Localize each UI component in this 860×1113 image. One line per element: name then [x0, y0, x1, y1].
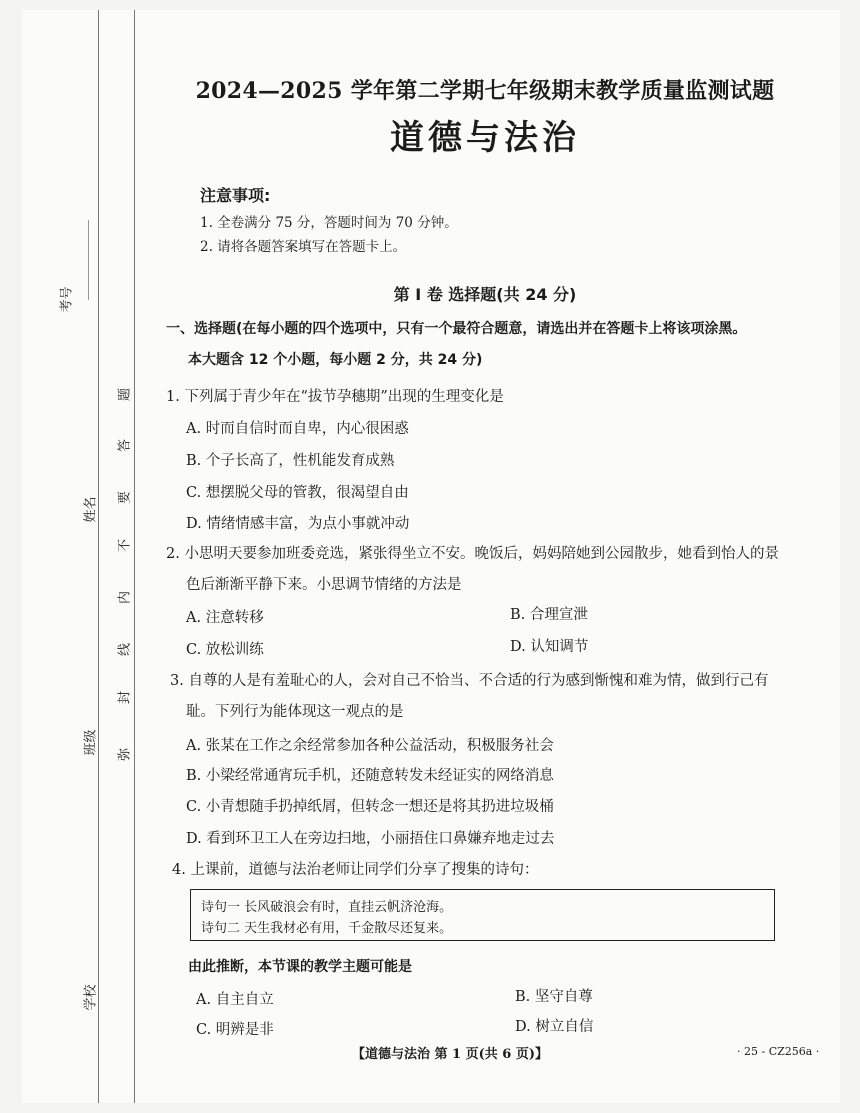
notice-item: 2. 请将各题答案填写在答题卡上。 [200, 239, 407, 255]
poem-line: 诗句一 长风破浪会有时，直挂云帆济沧海。 [201, 900, 453, 915]
field-exam-number-line [88, 220, 90, 300]
question-stem: 2. 小思明天要参加班委竞选，紧张得坐立不安。晚饭后，妈妈陪她到公园散步，她看到怡人的景 [166, 546, 779, 562]
question-follow-up: 由此推断，本节课的教学主题可能是 [188, 959, 412, 975]
seal-char: 封 [117, 691, 133, 705]
question-stem-cont: 耻。下列行为能体现这一观点的是 [186, 704, 404, 720]
question-option: C. 想摆脱父母的管教，很渴望自由 [186, 485, 409, 501]
question-option: C. 小青想随手扔掉纸屑，但转念一想还是将其扔进垃圾桶 [186, 799, 554, 815]
poem-box [190, 889, 775, 941]
question-option: D. 认知调节 [510, 639, 589, 655]
section-title: 第 I 卷 选择题(共 24 分) [393, 285, 577, 304]
binding-line-right [134, 10, 135, 1103]
question-option: A. 张某在工作之余经常参加各种公益活动，积极服务社会 [186, 738, 554, 754]
paper-code: · 25 - CZ256a · [737, 1045, 820, 1058]
seal-char: 答 [117, 439, 133, 453]
question-option: C. 明辨是非 [196, 1022, 274, 1038]
question-option: B. 个子长高了，性机能发育成熟 [186, 453, 395, 469]
question-stem: 4. 上课前，道德与法治老师让同学们分享了搜集的诗句： [172, 862, 539, 878]
exam-title: 2024—2025 学年第二学期七年级期末教学质量监测试题 [195, 78, 775, 104]
section-instruction: 一、选择题(在每小题的四个选项中，只有一个最符合题意，请选出并在答题卡上将该项涂黑。 [166, 321, 747, 337]
binding-line-left [98, 10, 99, 1103]
poem-line: 诗句二 天生我材必有用，千金散尽还复来。 [201, 921, 453, 936]
question-option: B. 坚守自尊 [515, 989, 593, 1005]
question-option: D. 看到环卫工人在旁边扫地，小丽捂住口鼻嫌弃地走过去 [186, 831, 555, 847]
seal-char: 弥 [117, 748, 133, 762]
seal-char: 线 [117, 643, 133, 657]
question-option: B. 小梁经常通宵玩手机，还随意转发未经证实的网络消息 [186, 768, 554, 784]
section-instruction-cont: 本大题含 12 个小题，每小题 2 分，共 24 分) [188, 352, 483, 368]
field-name-label: 姓名 [83, 496, 99, 523]
question-stem: 3. 自尊的人是有羞耻心的人，会对自己不恰当、不合适的行为感到惭愧和难为情，做到行己有 [170, 673, 769, 689]
question-option: A. 注意转移 [186, 610, 264, 626]
question-option: A. 时而自信时而自卑，内心很困惑 [186, 421, 409, 437]
field-exam-number-label: 考号 [59, 286, 75, 313]
question-stem: 1. 下列属于青少年在“拔节孕穗期”出现的生理变化是 [166, 389, 504, 405]
field-class-label: 班级 [83, 729, 99, 756]
question-option: A. 自主自立 [196, 992, 274, 1008]
notice-item: 1. 全卷满分 75 分，答题时间为 70 分钟。 [200, 215, 458, 231]
question-option: C. 放松训练 [186, 642, 264, 658]
subject-title: 道德与法治 [390, 118, 580, 158]
page-footer: 【道德与法治 第 1 页(共 6 页)】 [351, 1047, 549, 1062]
question-option: B. 合理宣泄 [510, 607, 588, 623]
question-stem-cont: 色后渐渐平静下来。小思调节情绪的方法是 [186, 577, 462, 593]
seal-char: 内 [117, 591, 133, 605]
question-option: D. 情绪情感丰富，为点小事就冲动 [186, 516, 410, 532]
question-option: D. 树立自信 [515, 1019, 594, 1035]
notice-heading: 注意事项: [200, 186, 271, 205]
field-school-label: 学校 [83, 984, 99, 1011]
seal-char: 题 [117, 388, 133, 402]
seal-char: 不 [117, 539, 133, 553]
seal-char: 要 [117, 491, 133, 505]
